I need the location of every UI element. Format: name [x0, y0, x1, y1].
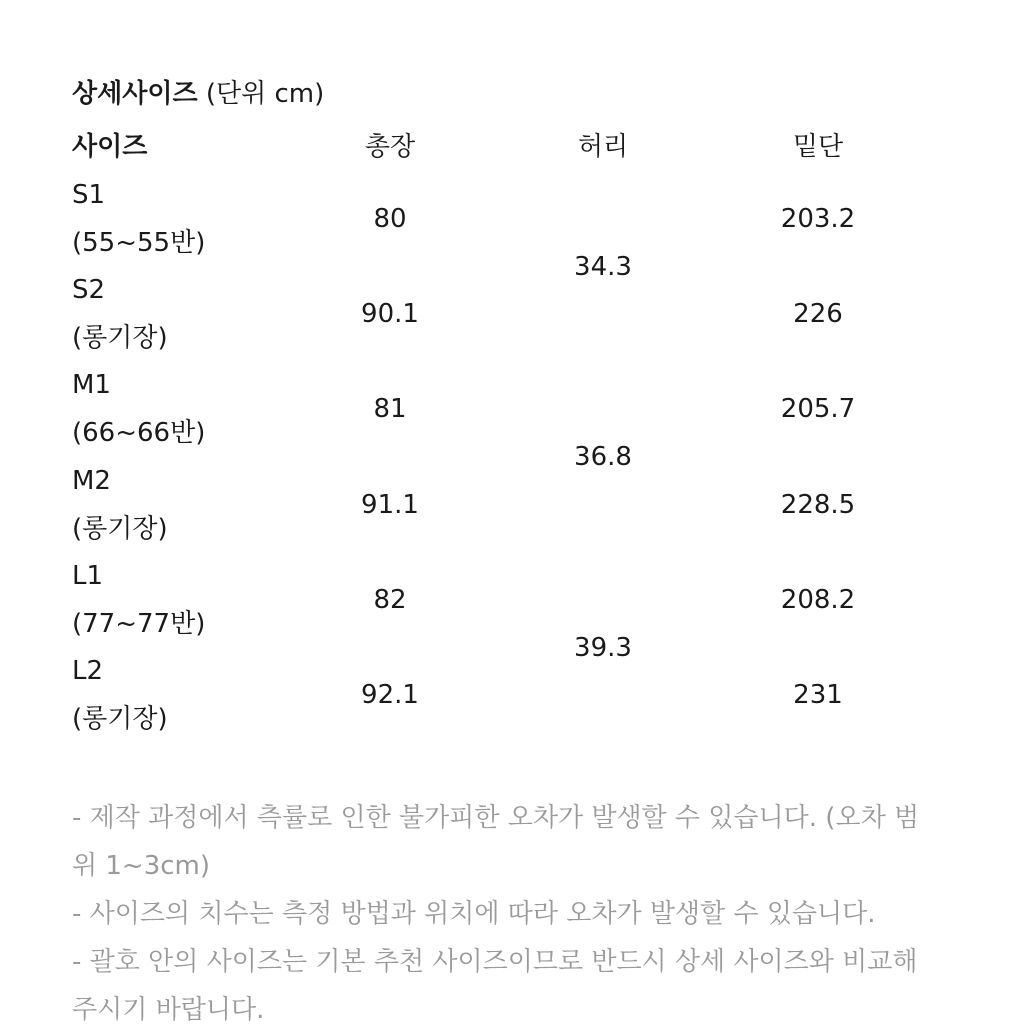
- hem-cell: 231: [793, 680, 843, 710]
- header-size: 사이즈: [72, 132, 148, 162]
- note-item: - 괄호 안의 사이즈는 기본 추천 사이즈이므로 반드시 상세 사이즈와 비교해주시기 바랍니다.: [72, 947, 918, 1025]
- length-cell: 90.1: [361, 299, 419, 329]
- hem-cell: 228.5: [780, 490, 856, 520]
- header-waist: 허리: [577, 132, 629, 162]
- size-code: L1: [72, 561, 104, 591]
- length-cell: 81: [373, 394, 407, 424]
- waist-cell: 36.8: [574, 442, 632, 472]
- hem-cell: 205.7: [780, 394, 856, 424]
- note-item: - 제작 과정에서 측률로 인한 불가피한 오차가 발생할 수 있습니다. (오차 범위 1~3cm): [72, 803, 920, 881]
- length-cell: 92.1: [361, 680, 419, 710]
- size-note: (롱기장): [72, 322, 168, 353]
- note-item: - 사이즈의 치수는 측정 방법과 위치에 따라 오차가 발생할 수 있습니다.: [72, 899, 876, 929]
- hem-cell: 226: [793, 299, 843, 329]
- size-chart-heading: [72, 76, 324, 112]
- size-note: (77~77반): [72, 608, 206, 639]
- size-note: (롱기장): [72, 513, 168, 544]
- size-code: S2: [72, 275, 106, 305]
- length-cell: 82: [373, 585, 407, 615]
- header-length: 총장: [364, 132, 416, 162]
- hem-cell: 208.2: [780, 585, 856, 615]
- table-row-size: [72, 458, 168, 553]
- length-cell: 80: [373, 204, 407, 234]
- size-notes: [72, 794, 942, 1034]
- table-row-size: [72, 172, 205, 267]
- size-note: (롱기장): [72, 703, 168, 734]
- waist-cell: 34.3: [574, 252, 632, 282]
- size-code: L2: [72, 656, 104, 686]
- size-chart-title: 상세사이즈: [72, 79, 198, 109]
- waist-cell: 39.3: [574, 633, 632, 663]
- size-note: (66~66반): [72, 417, 206, 448]
- size-note: (55~55반): [72, 227, 206, 258]
- table-row-size: [72, 267, 168, 362]
- table-row-size: [72, 648, 168, 743]
- hem-cell: 203.2: [780, 204, 856, 234]
- table-row-size: [72, 553, 205, 648]
- size-code: S1: [72, 180, 106, 210]
- size-chart-unit: (단위 cm): [205, 79, 325, 109]
- size-code: M1: [72, 370, 111, 400]
- size-code: M2: [72, 466, 111, 496]
- length-cell: 91.1: [361, 490, 419, 520]
- table-row-size: [72, 362, 205, 457]
- header-hem: 밑단: [792, 132, 844, 162]
